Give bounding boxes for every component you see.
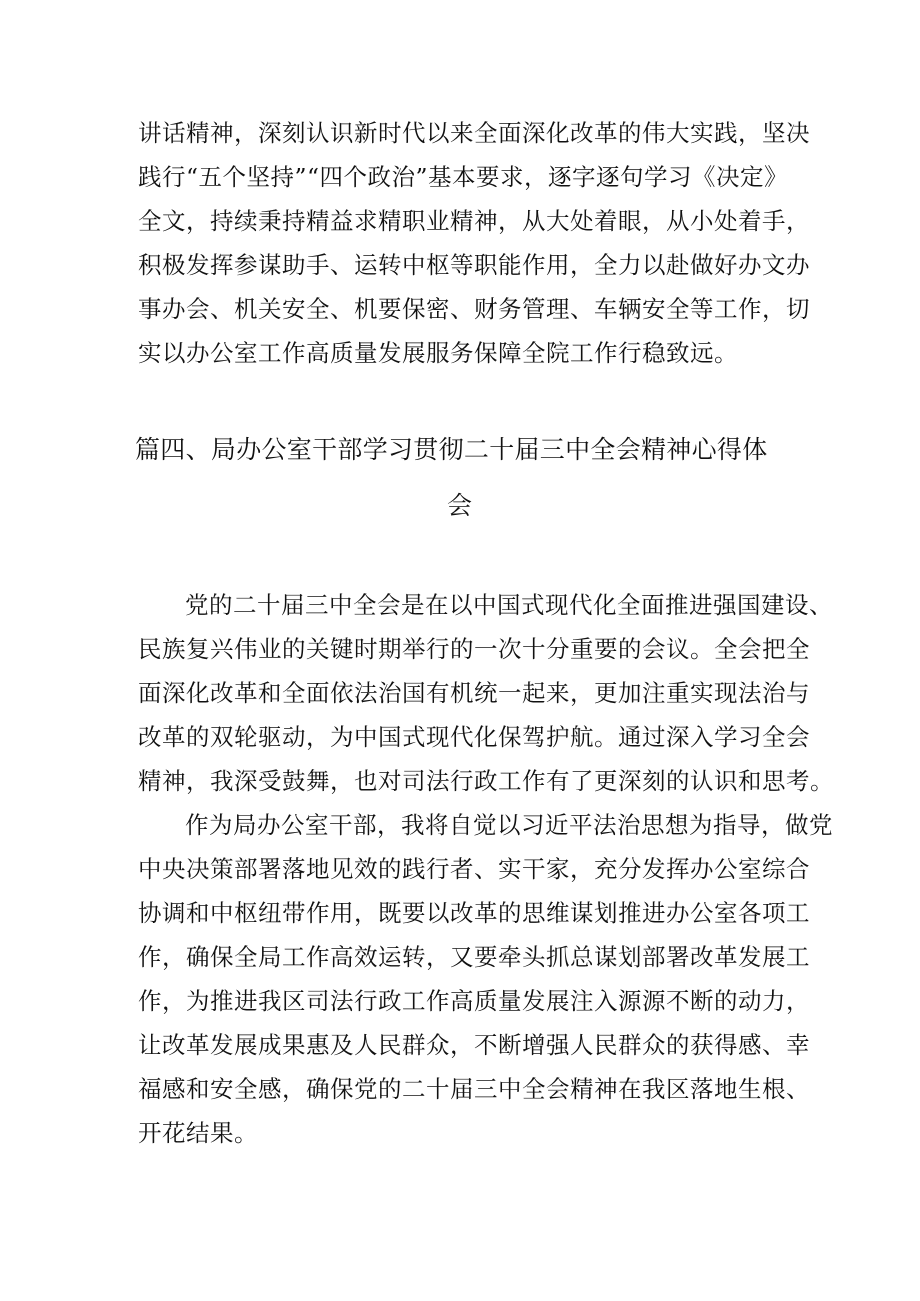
para2-line-6: 让改革发展成果惠及人民群众，不断增强人民群众的获得感、幸 — [138, 1031, 810, 1059]
para2-line-1: 作为局办公室干部，我将自觉以习近平法治思想为指导，做党 — [185, 811, 833, 839]
prev-section-line-3: 全文，持续秉持精益求精职业精神，从大处着眼，从小处着手， — [138, 207, 810, 235]
para2-line-7: 福感和安全感，确保党的二十届三中全会精神在我区落地生根、 — [138, 1075, 810, 1103]
prev-section-line-6: 实以办公室工作高质量发展服务保障全院工作行稳致远。 — [138, 339, 738, 367]
para1-line-4: 改革的双轮驱动，为中国式现代化保驾护航。通过深入学习全会 — [138, 723, 810, 751]
section-four-title: 篇四、局办公室干部学习贯彻二十届三中全会精神心得体 — [135, 435, 768, 464]
para2-line-5: 作，为推进我区司法行政工作高质量发展注入源源不断的动力， — [138, 987, 810, 1015]
para1-line-5: 精神，我深受鼓舞，也对司法行政工作有了更深刻的认识和思考。 — [138, 767, 834, 795]
prev-section-line-4: 积极发挥参谋助手、运转中枢等职能作用，全力以赴做好办文办 — [138, 251, 810, 279]
para1-line-2: 民族复兴伟业的关键时期举行的一次十分重要的会议。全会把全 — [138, 635, 810, 663]
prev-section-line-1: 讲话精神，深刻认识新时代以来全面深化改革的伟大实践，坚决 — [138, 119, 810, 147]
para2-line-3: 协调和中枢纽带作用，既要以改革的思维谋划推进办公室各项工 — [138, 899, 810, 927]
section-four-title-cont: 会 — [447, 491, 473, 520]
para2-line-8: 开花结果。 — [138, 1119, 258, 1147]
prev-section-line-5: 事办会、机关安全、机要保密、财务管理、车辆安全等工作，切 — [138, 295, 810, 323]
para2-line-2: 中央决策部署落地见效的践行者、实干家，充分发挥办公室综合 — [138, 855, 810, 883]
para1-line-3: 面深化改革和全面依法治国有机统一起来，更加注重实现法治与 — [138, 679, 810, 707]
para1-line-1: 党的二十届三中全会是在以中国式现代化全面推进强国建设、 — [185, 591, 833, 619]
prev-section-line-2: 践行“五个坚持”“四个政治”基本要求，逐字逐句学习《决定》 — [138, 163, 789, 191]
para2-line-4: 作，确保全局工作高效运转，又要牵头抓总谋划部署改革发展工 — [138, 943, 810, 971]
